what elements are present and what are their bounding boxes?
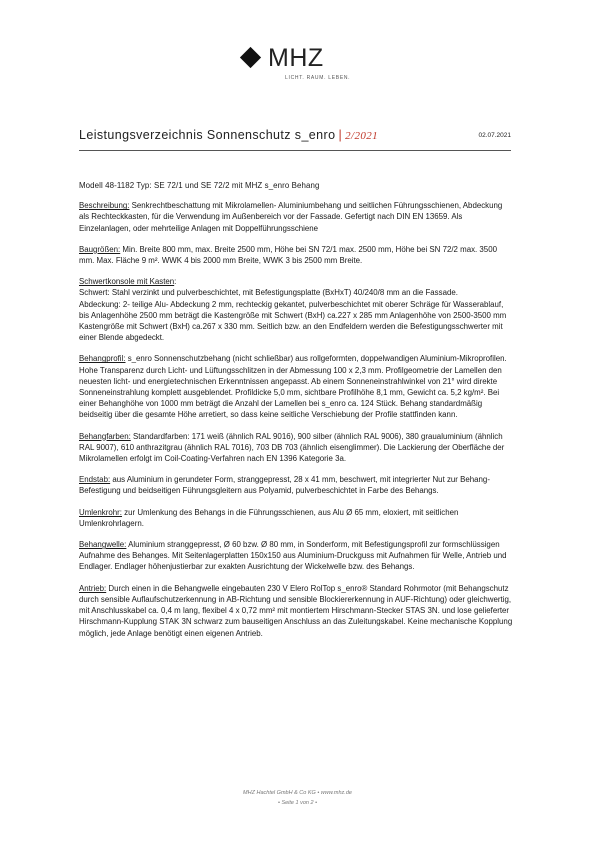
section-text: Durch einen in die Behangwelle eingebauten 230 V Elero RolTop s_enro® Standard Rohrmotor (mit Behangschutz durch sensible Auflaufschutzerkennung in AB-Richtung und sensible Blockiererkennung in AUF-Richtung) oder gleichwertig, mit Anschlusskabel ca. 0,4 m lang, flexibel 4 x 0,72 mm² mit montiertem Hirschmann-Stecker STAS 3N. und lose gelieferter Hirschmann-Kupplung STAK 3N schwarz zum bauseitigen Anschluss an das Zuleitungskabel. Keine mechanische Kopplung möglich, jede Anlage benötigt einen eigenen Antrieb. (79, 583, 513, 638)
model-line: Modell 48-1182 Typ: SE 72/1 und SE 72/2 mit MHZ s_enro Behang (79, 181, 320, 190)
section-text: : (174, 277, 177, 287)
section-behangprofil (79, 353, 513, 420)
section-behangfarben (79, 431, 513, 465)
section-umlenkrohr (79, 507, 513, 529)
section-schwertkonsole (79, 276, 513, 343)
section-antrieb (79, 583, 513, 639)
section-label: Baugrößen: (79, 244, 121, 254)
logo-brand: MHZ (268, 44, 324, 72)
section-beschreibung (79, 200, 513, 234)
section-text: aus Aluminium in gerundeter Form, stranggepresst, 28 x 41 mm, beschwert, mit integrierter Nut zur Behang- Befestigung und beidseitigen Führungsgleitern aus Polyamid, pulverbeschichtet in Farbe des Behangs. (79, 475, 490, 496)
footer-company: MHZ Hachtel GmbH & Co KG • www.mhz.de (243, 790, 352, 796)
document-body (79, 180, 513, 649)
section-text: s_enro Sonnenschutzbehang (nicht schließbar) aus rollgeformten, doppelwandigen Aluminium-Mikroprofilen. Hohe Transparenz durch Licht- und Lüftungsschlitzen in der Abmessung 100 x 2,3 mm. Profilgeometrie der Lamellen den neuesten licht- und energietechnischen Erkenntnissen angepasst. Ab einem Sonneneinstrahlwinkel von 21° wird direkte Sonneneinstrahlung komplett ausgeblendet. Profildicke 5,0 mm, sichtbare Profilhöhe 8,1 mm, Gewicht ca. 5,2 kg/m². Bei einer Behanghöhe von 1000 mm beträgt die Anzahl der Lamellen bei s_enro ca. 124 Stück. Behang standardmäßig beidseitig über die gesamte Höhe arretiert, so dass keine seitliche Verschiebung der Profile stattfinden kann. (79, 354, 507, 420)
section-heading (79, 276, 513, 287)
section-label: Behangprofil: (79, 354, 126, 364)
section-text: Aluminium stranggepresst, Ø 60 bzw. Ø 80 mm, in Sonderform, mit Befestigungsprofil zur formschlüssigen Aufnahme des Behanges. Mit Seitenlagerplatten 150x150 aus Aluminium-Druckguss mit Aufnahmen für Welle, Antrieb und Endlager. Endlager höhenjustierbar zur exakten Ausrichtung der Wickelwelle bzw. des Behangs. (79, 540, 507, 572)
schwert-paragraph: Schwert: Stahl verzinkt und pulverbeschichtet, mit Befestigungsplatte (BxHxT) 40/240/8 mm an die Fassade. (79, 288, 458, 298)
section-label: Behangwelle: (79, 540, 127, 550)
section-label: Schwertkonsole mit Kasten (79, 277, 175, 287)
abdeckung-paragraph: Abdeckung: 2- teilige Alu- Abdeckung 2 mm, rechteckig gekantet, pulverbeschichtet mit oberer Schräge für Wasserablauf, bis Anlagenhöhe 2500 mm beträgt die Kastengröße mit Schwert (BxH) ca.227 x 285 mm Anlagenhöhe von 2500-3500 mm Kastengröße mit Schwert (BxH) ca.267 x 330 mm. Seitlich bzw. an den Endfeldern werden die Befestigungsschwerter mit einer Blende abgedeckt. (79, 299, 507, 343)
section-behangwelle (79, 539, 513, 573)
section-baugroessen (79, 244, 513, 266)
title-year: 2/2021 (345, 130, 379, 142)
document-header (79, 126, 511, 151)
section-label: Beschreibung: (79, 201, 130, 211)
footer-page-number: • Seite 1 von 2 • (277, 800, 317, 806)
page-title (79, 128, 378, 142)
section-label: Endstab: (79, 475, 111, 485)
section-endstab (79, 474, 513, 496)
section-text: Min. Breite 800 mm, max. Breite 2500 mm, Höhe bei SN 72/1 max. 2500 mm, Höhe bei SN 72/2 max. 3500 mm. Max. Fläche 9 m². WWK 4 bis 2000 mm Breite, WWK 3 bis 2500 mm Breite. (79, 244, 497, 266)
logo-tagline: LICHT. RAUM. LEBEN. (285, 75, 351, 81)
section-label: Antrieb: (79, 583, 107, 593)
title-text: Leistungsverzeichnis Sonnenschutz s_enro (79, 128, 336, 142)
section-text: zur Umlenkung des Behangs in die Führungsschienen, aus Alu Ø 65 mm, eloxiert, mit seitlichen Umlenkrohrlagern. (79, 507, 459, 528)
title-separator: | (338, 128, 343, 142)
section-text: Standardfarben: 171 weiß (ähnlich RAL 9016), 900 silber (ähnlich RAL 9006), 380 graualuminium (ähnlich RAL 9007), 610 anthrazitgrau (ähnlich RAL 7016), 703 DB 703 (ähnlich eisenglimmer). Die Lackierung der Oberfläche der Mikrolamellen erfolgt im Coil-Coating-Verfahren nach EN 1396 Kategorie 3a. (79, 431, 505, 464)
section-label: Behangfarben: (79, 431, 131, 441)
diamond-icon (240, 47, 261, 68)
section-label: Umlenkrohr: (79, 507, 122, 517)
header-date: 02.07.2021 (478, 132, 511, 139)
logo (0, 44, 595, 86)
section-text: Senkrechtbeschattung mit Mikrolamellen- Aluminiumbehang und seitlichen Führungsschienen, Abdeckung als Rechteckkasten, für die Verwendung im Außenbereich vor der Fassade. Gefertigt nach DIN EN 13659. Als Einzelanlagen, oder mehrteilige Anlagen mit Doppelführungsschiene (79, 201, 503, 233)
